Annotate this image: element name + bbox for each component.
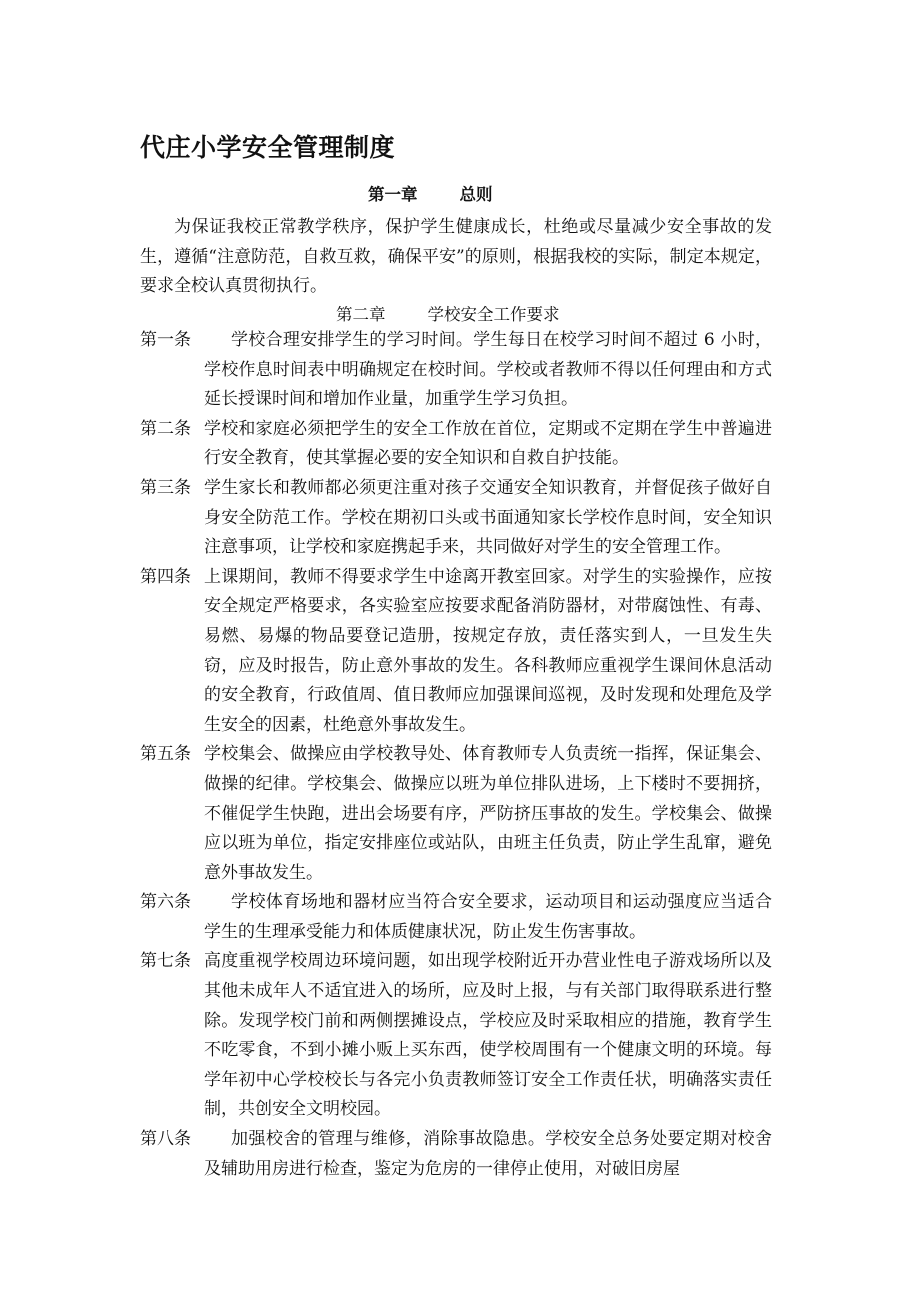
chapter-2-label: 第二章 [336, 305, 386, 324]
article-3 [140, 474, 772, 563]
document-title: 代庄小学安全管理制度 [140, 133, 396, 162]
article-text: 学校体育场地和器材应当符合安全要求，运动项目和运动强度应当适合学生的生理承受能力和体质健康状况，防止发生伤害事故。 [204, 892, 772, 942]
article-text: 学校集会、做操应由学校教导处、体育教师专人负责统一指挥，保证集会、做操的纪律。学校集会、做操应以班为单位排队进场，上下楼时不要拥挤，不催促学生快跑，进出会场要有序，严防挤压事故的发生。学校集会、做操应以班为单位，指定安排座位或站队，由班主任负责，防止学生乱窜，避免意外事故发生。 [204, 744, 772, 883]
article-1 [140, 326, 772, 415]
chapter-2-name: 学校安全工作要求 [427, 305, 560, 324]
article-text: 学校和家庭必须把学生的安全工作放在首位，定期或不定期在学生中普遍进行安全教育，使其掌握必要的安全知识和自救自护技能。 [204, 418, 772, 469]
article-text: 加强校舍的管理与维修，消除事故隐患。学校安全总务处要定期对校舍及辅助用房进行检查，鉴定为危房的一律停止使用，对破旧房屋 [204, 1129, 772, 1179]
article-label: 第二条 [140, 418, 191, 439]
article-label: 第八条 [140, 1129, 191, 1150]
chapter-1-name: 总则 [459, 185, 493, 204]
article-label: 第六条 [140, 892, 191, 913]
article-text: 学生家长和教师都必须更注重对孩子交通安全知识教育，并督促孩子做好自身安全防范工作。学校在期初口头或书面通知家长学校作息时间，安全知识注意事项，让学校和家庭携起手来，共同做好对学生的安全管理工作。 [204, 477, 772, 558]
chapter-1-label: 第一章 [368, 185, 418, 204]
article-label: 第三条 [140, 477, 191, 498]
article-7 [140, 947, 772, 1125]
article-5 [140, 740, 772, 888]
article-label: 第七条 [140, 951, 191, 972]
article-text: 上课期间，教师不得要求学生中途离开教室回家。对学生的实验操作，应按安全规定严格要求，各实验室应按要求配备消防器材，对带腐蚀性、有毒、易燃、易爆的物品要登记造册，按规定存放，责任落实到人，一旦发生失窃，应及时报告，防止意外事故的发生。各科教师应重视学生课间休息活动的安全教育，行政值周、值日教师应加强课间巡视，及时发现和处理危及学生安全的因素，杜绝意外事故发生。 [204, 566, 772, 735]
article-text: 高度重视学校周边环境问题，如出现学校附近开办营业性电子游戏场所以及其他未成年人不适宜进入的场所，应及时上报，与有关部门取得联系进行整除。发现学校门前和两侧摆摊设点，学校应及时采取相应的措施，教育学生不吃零食，不到小摊小贩上买东西，使学校周围有一个健康文明的环境。每学年初中心学校校长与各完小负责教师签订安全工作责任状，明确落实责任制，共创安全文明校园。 [204, 951, 772, 1120]
article-8 [140, 1125, 772, 1184]
article-2 [140, 415, 772, 474]
article-label: 第五条 [140, 744, 191, 765]
article-label: 第四条 [140, 566, 191, 587]
article-6 [140, 888, 772, 947]
chapter-2-heading [336, 301, 560, 325]
article-text: 学校合理安排学生的学习时间。学生每日在校学习时间不超过 6 小时，学校作息时间表中明确规定在校时间。学校或者教师不得以任何理由和方式延长授课时间和增加作业量，加重学生学习负担。 [204, 330, 772, 410]
chapter-1-heading [368, 181, 493, 205]
article-4 [140, 563, 772, 741]
article-list [140, 326, 772, 1184]
intro-paragraph: 为保证我校正常教学秩序，保护学生健康成长，杜绝或尽量减少安全事故的发生，遵循“注意防范，自救互救，确保平安”的原则，根据我校的实际，制定本规定，要求全校认真贯彻执行。 [140, 217, 772, 297]
article-label: 第一条 [140, 330, 191, 350]
